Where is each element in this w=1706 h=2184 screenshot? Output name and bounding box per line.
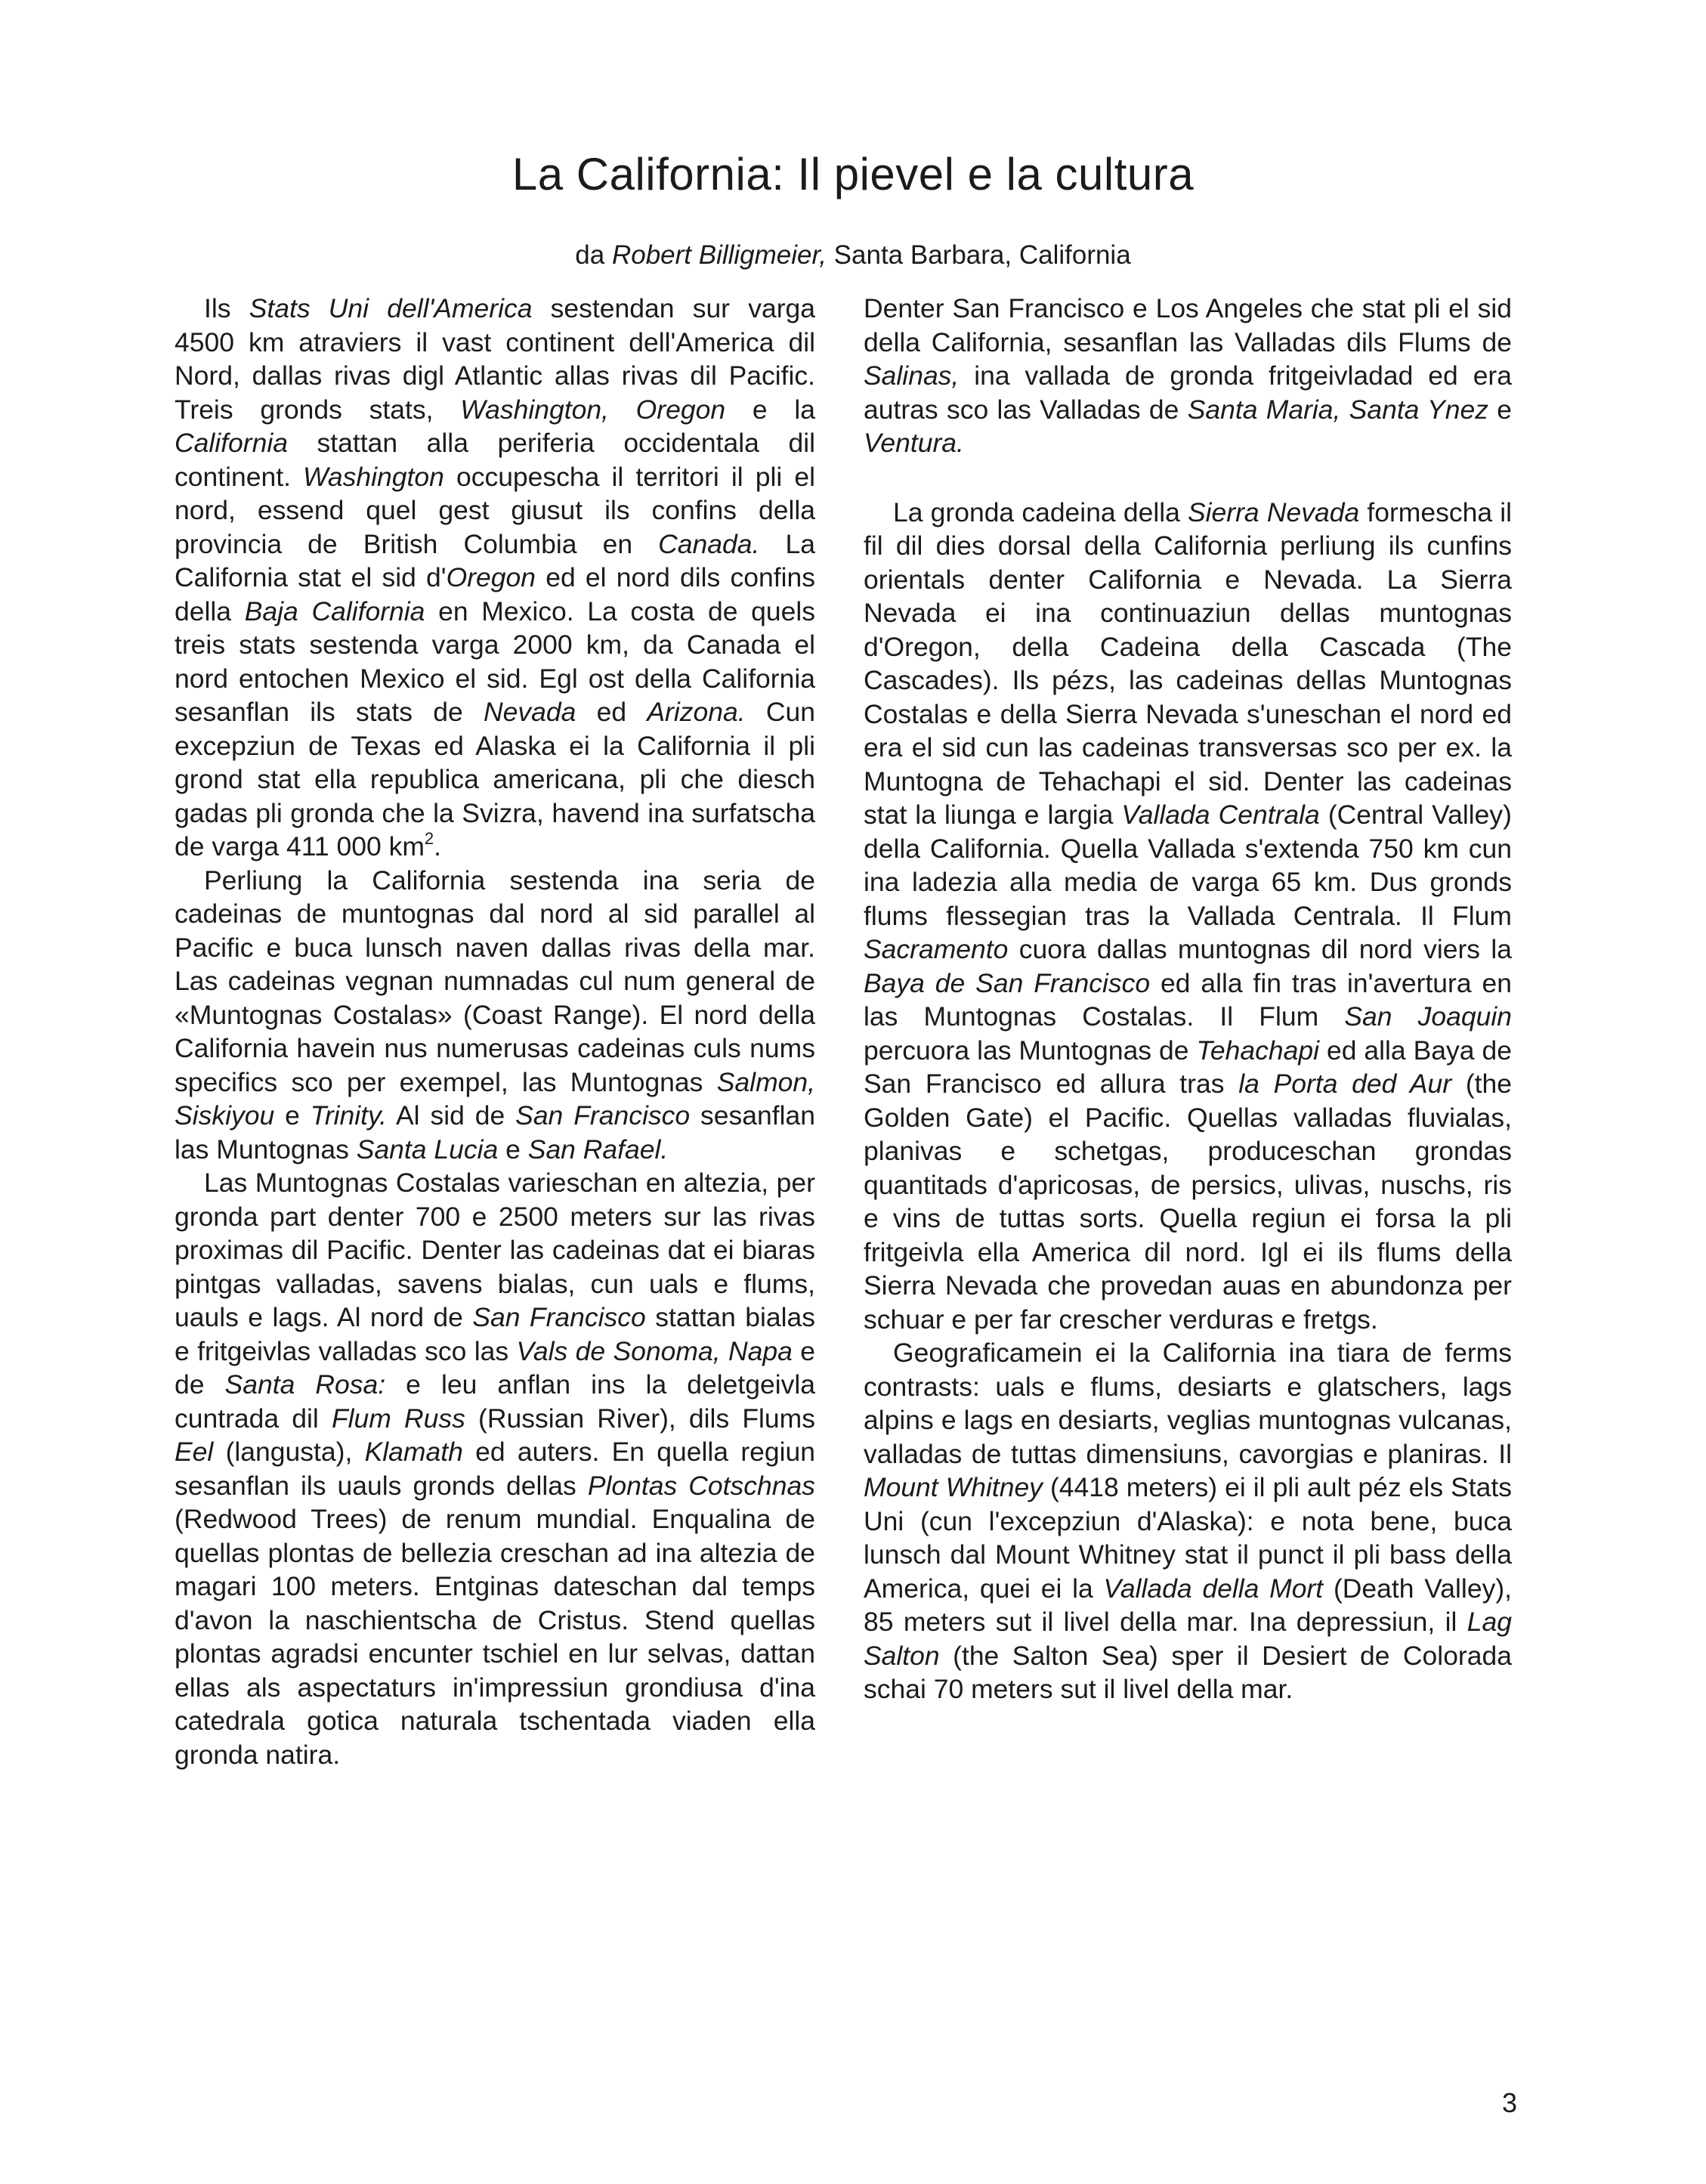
text-run: Perliung la California sestenda ina seria de cadeinas de muntognas dal nord al sid parallel al Pacific e buca lunsch naven dallas rivas della mar. Las cadeinas vegnan numnadas cul num general de «Muntognas Costalas» (Coast Range). El nord della California havein nus numerusas cadeinas culs nums specifics sco per exempel, las Muntognas [175,865,815,1097]
text-run: (Central Valley) della California. Quella Vallada s'extenda 750 km cun ina ladezia alla media de varga 65 km. Dus gronds flums flessegian tras la Vallada Centrala. Il Flum [864,800,1512,931]
text-run: ed [576,697,647,727]
text-run: Ils [204,293,249,323]
article-title: La California: Il pievel e la cultura [511,149,1195,200]
italic-run: San Rafael. [527,1134,669,1165]
text-run: La California stat el sid d' [175,528,815,592]
text-run: e leu anflan ins la deletgeivla cuntrada dil [175,1369,815,1434]
paragraph [175,292,815,864]
italic-run: Vallada della Mort [1103,1573,1324,1604]
page-number: 3 [1501,2087,1517,2118]
italic-run: Tehachapi [1196,1035,1319,1066]
text-run: La gronda cadeina della [893,497,1188,527]
text-run: ina vallada de gronda fritgeivladad ed era autras sco las Valladas de [864,360,1512,425]
italic-run: Salmon, Siskiyou [175,1066,815,1131]
text-run: e la [725,394,815,425]
italic-run: Santa Maria, Santa Ynez [1187,394,1488,425]
text-column-right [864,292,1512,1706]
italic-run: Lag Salton [864,1607,1512,1671]
paragraph [175,1166,815,1771]
text-run: stattan alla periferia occidentala dil continent. [175,428,815,492]
italic-run: Baya de San Francisco [864,967,1151,998]
italic-run: San Francisco [472,1302,646,1332]
text-run: en Mexico. La costa de quels treis stats sestenda varga 2000 km, da Canada el nord entochen Mexico el sid. Egl ost della California sesanflan ils stats de [175,595,816,727]
italic-run: Oregon [446,562,536,592]
paragraph [864,496,1512,1337]
italic-run: Sierra Nevada [1187,497,1360,527]
italic-run: Mount Whitney [864,1472,1043,1502]
paragraph [864,1336,1512,1706]
paragraph [175,864,815,1167]
italic-run: Arizona. [647,697,746,727]
text-run: ed el nord dils confins della [175,562,815,626]
paragraph [864,292,1512,460]
text-run: . [434,831,442,862]
italic-run: Canada. [658,528,760,559]
text-run: formescha il fil dil dies dorsal della California perliung ils cunfins orientals denter California e Nevada. La Sierra Nevada ei ina continuaziun dellas muntognas d'Oregon, della Cadeina della Cascada (The Cascades). Ils pézs, las cadeinas dellas Muntognas Costalas e della Sierra Nevada s'uneschan el nord ed era el sid cun las cadeinas transversas sco per ex. la Muntogna de Tehachapi el sid. Denter las cadeinas stat la liunga e largia [864,497,1513,830]
italic-run: Eel [175,1437,214,1467]
text-run: Las Muntognas Costalas varieschan en altezia, per gronda part denter 700 e 2500 meters sur las rivas proximas dil Pacific. Denter las cadeinas dat ei biaras pintgas valladas, savens bialas, cun uals e flums, uauls e lags. Al nord de [175,1168,815,1332]
text-run: e [274,1100,311,1131]
text-run: (langusta), [213,1437,365,1467]
text-run: cuora dallas muntognas dil nord viers la [1008,934,1512,964]
text-run: (the Golden Gate) el Pacific. Quellas valladas fluvialas, planivas e schetgas, produceschan grondas quantitads d'apricosas, de persics, ulivas, nuschs, ris e vins de tuttas sorts. Quella regiun ei forsa la pli fritgeivla ella America dil nord. Igl ei ils flums della Sierra Nevada che provedan auas en abundonza per schuar e per far crescher verduras e fretgs. [864,1069,1512,1335]
text-run: ed alla Baya de San Francisco ed allura tras [864,1035,1512,1099]
text-run: e [1488,394,1513,425]
italic-run: Trinity. [310,1100,388,1131]
text-run: (4418 meters) ei il pli ault péz els Stats Uni (cun l'excepziun d'Alaska): e nota bene, buca lunsch dal Mount Whitney stat il punct il pli bass della America, quei ei la [864,1472,1512,1604]
text-run: (the Salton Sea) sper il Desiert de Colorada schai 70 meters sut il livel della mar. [864,1640,1512,1704]
byline-place: Santa Barbara, California [826,240,1131,270]
superscript: 2 [424,829,434,848]
italic-run: Vallada Centrala [1121,800,1320,830]
text-run: occupescha il territori il pli el nord, essend quel gest giusut ils confins della provincia de British Columbia en [175,461,815,559]
text-run: stattan bialas e fritgeivlas valladas sco las [175,1302,815,1366]
italic-run: Washington, Oregon [460,394,726,425]
text-run: e [498,1134,528,1165]
italic-run: Salinas, [864,360,960,391]
italic-run: Vals de Sonoma, Napa [516,1335,793,1366]
text-run: Geograficamein ei la California ina tiara de ferms contrasts: uals e flums, desiarts e glatschers, lags alpins e lags en desiarts, veglias muntognas vulcanas, valladas de tuttas dimensiuns, cavorgias e planiras. Il [864,1338,1512,1469]
text-run: (Death Valley), 85 meters sut il livel della mar. Ina depressiun, il [864,1573,1512,1637]
byline-author: Robert Billigmeier, [611,240,827,270]
byline [0,240,1706,271]
italic-run: la Porta ded Aur [1238,1069,1452,1099]
italic-run: Santa Rosa: [224,1369,386,1400]
text-run: e de [175,1335,815,1400]
text-run: sesanflan las Muntognas [175,1100,815,1165]
text-run: (Russian River), dils Flums [465,1403,815,1434]
italic-run: Santa Lucia [356,1134,499,1165]
italic-run: Sacramento [864,934,1009,964]
italic-run: Washington [303,461,444,492]
italic-run: Plontas Cotschnas [587,1470,815,1501]
italic-run: Stats Uni dell'America [249,293,533,323]
text-run: ed auters. En quella regiun sesanflan ils uauls gronds dellas [175,1437,816,1501]
italic-run: San Joaquin [1344,1001,1512,1032]
text-run: sestendan sur varga 4500 km atraviers il vast continent dell'America dil Nord, dallas rivas digl Atlantic allas rivas dil Pacific. Treis gronds stats, [175,293,815,425]
byline-prefix: da [575,240,612,270]
text-run: Cun excepziun de Texas ed Alaska ei la California il pli grond stat ella republica americana, pli che diesch gadas pli gronda che la Svizra, havend ina surfatscha de varga 411 000 km [175,697,815,862]
italic-run: Ventura. [864,428,964,458]
text-run: Denter San Francisco e Los Angeles che stat pli el sid della California, sesanflan las Valladas dils Flums de [864,293,1512,357]
italic-run: California [175,428,288,458]
text-run: Al sid de [387,1100,516,1131]
text-run: percuora las Muntognas de [864,1035,1197,1066]
text-run: ed alla fin tras in'avertura en las Muntognas Costalas. Il Flum [864,967,1512,1032]
italic-run: Flum Russ [331,1403,465,1434]
italic-run: Nevada [483,697,576,727]
text-run: (Redwood Trees) de renum mundial. Enqualina de quellas plontas de bellezia creschan ad ina altezia de magari 100 meters. Entginas dateschan dal temps d'avon la naschientscha de Cristus. Stend quellas plontas agradsi encunter tschiel en lur selvas, dattan ellas als aspectaturs in'impressiun grondiusa d'ina catedrala gotica naturala tschentada viaden ella gronda natira. [175,1504,815,1770]
italic-run: San Francisco [515,1100,691,1131]
text-column-left [175,292,815,1771]
italic-run: Baja California [244,595,425,626]
italic-run: Klamath [364,1437,463,1467]
